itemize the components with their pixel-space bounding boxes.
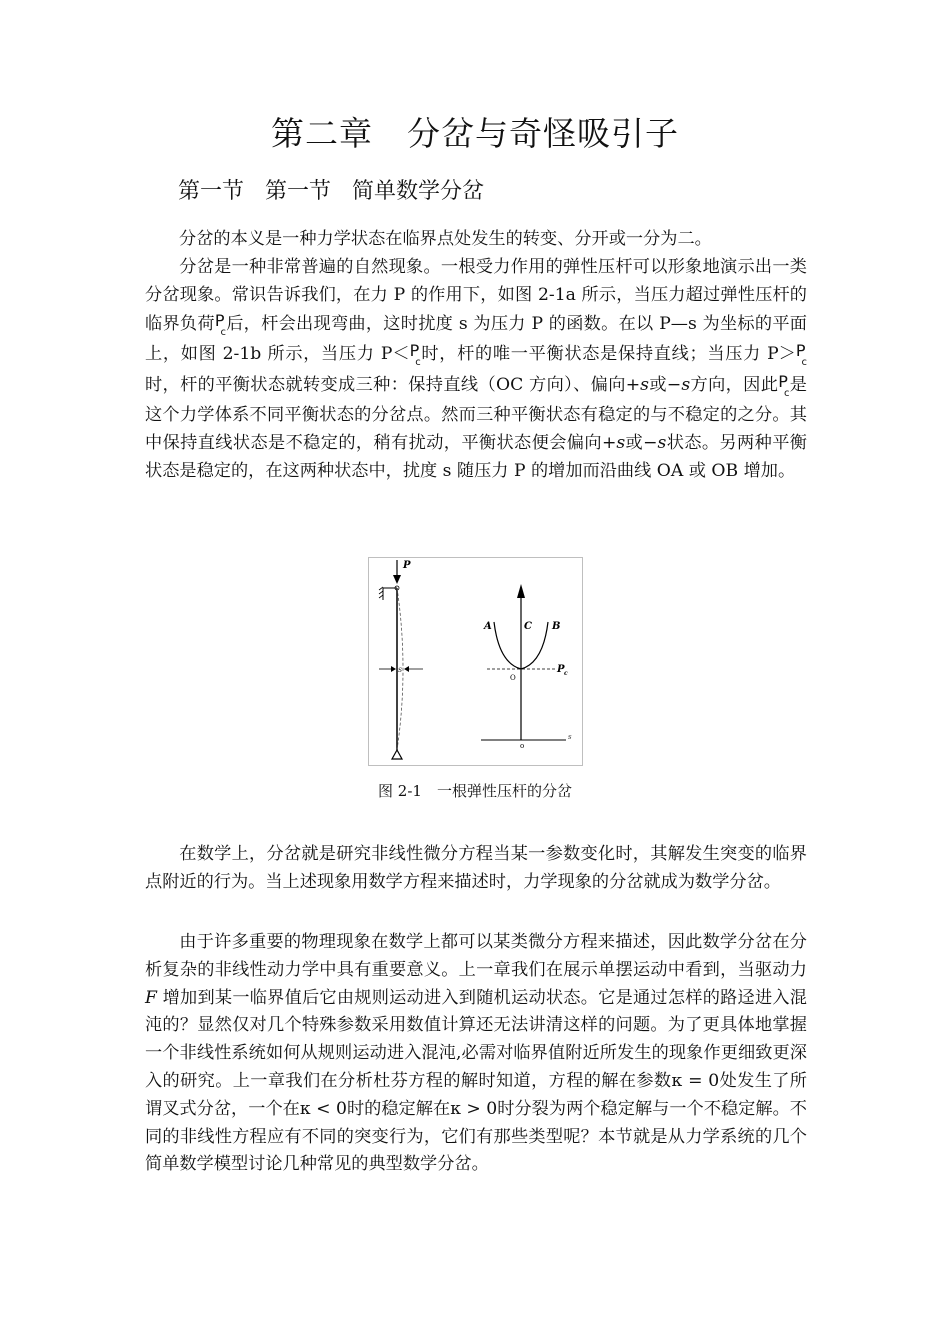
- branch-c-label: C: [524, 621, 532, 632]
- p2-text-a: 分岔是一种非常普遍的自然现象。一根受力作用的弹性压杆可以形象地演示出一类分岔现象。常识告诉我们，在力 P 的作用下，如图 2-1a 所示，当压力超过弹性压杆的临界负荷: [145, 257, 807, 334]
- p2-text-i: 状态。另两种平衡状态是稳定的，在这两种状态中，扰度 s 随压力 P 的增加而沿曲线 OA 或 OB 增加。: [145, 432, 807, 481]
- critical-load-subscript: c: [564, 670, 568, 677]
- p4-text-e: 时分裂为两个稳定解与一个不稳定解。不同的非线性方程应有不同的突变行为，它们有那些类型呢？本节就是从力学系统的几个简单数学模型讨论几种常见的典型数学分岔。: [145, 1098, 807, 1175]
- kappa-eq-zero: κ = 0: [671, 1070, 720, 1091]
- chapter-title: 第二章 分岔与奇怪吸引子: [271, 114, 679, 153]
- pc-subscript: c: [783, 388, 790, 400]
- p4-text-a: 由于许多重要的物理现象在数学上都可以某类微分方程来描述，因此数学分岔在分析复杂的非线性动力学中具有重要意义。上一章我们在展示单摆运动中看到，当驱动力: [145, 932, 807, 980]
- force-arrow-head: [393, 575, 401, 584]
- branch-a-label: A: [484, 621, 492, 632]
- bifurcation-point-label: O: [510, 674, 516, 682]
- minus-s-symbol: −s: [666, 375, 691, 396]
- branch-b-label: B: [552, 621, 561, 632]
- pc-symbol: P: [778, 372, 788, 392]
- kappa-gt-zero: κ > 0: [450, 1098, 498, 1119]
- paragraph-4: [145, 929, 807, 1179]
- paragraph-3: [145, 841, 807, 897]
- plus-s-symbol: +s: [601, 432, 626, 453]
- p4-text-b: 增加到某一临界值后它由规则运动进入到随机运动状态。它是通过怎样的路迳进入混沌的？显然仅对几个特殊参数采用数值计算还无法讲清这样的问题。为了更具体地掌握一个非线性系统如何从规则运动进入混沌,必需对临界值附近所发生的现象作更细致更深入的研究。上一章我们在分析杜芬方程的解时知道，方程的解在参数: [145, 987, 807, 1091]
- force-label: P: [403, 560, 411, 571]
- pc-symbol: P: [409, 341, 420, 361]
- p2-text-g: 是这个力学体系不同平衡状态的分岔点。然而三种平衡状态有稳定的与不稳定的之分。其中保持直线状态是不稳定的，稍有扰动，平衡状态便会偏向: [145, 375, 807, 453]
- pin-support: [392, 750, 402, 759]
- force-f-symbol: F: [145, 987, 157, 1008]
- paragraph-2: [145, 254, 807, 485]
- paragraph-1: [145, 226, 807, 254]
- origin-label: o: [520, 742, 525, 750]
- pc-subscript: c: [801, 357, 808, 369]
- p4-text-d: 时的稳定解在: [346, 1098, 451, 1119]
- paragraph-3-text: 在数学上，分岔就是研究非线性微分方程当某一参数变化时，其解发生突变的临界点附近的行为。当上述现象用数学方程来描述时，力学现象的分岔就成为数学分岔。: [145, 844, 807, 892]
- p2-text-h: 或: [625, 432, 644, 453]
- critical-load-label: P: [557, 664, 565, 675]
- section-title: 第一节 第一节 简单数学分岔: [178, 179, 484, 204]
- bifurcation-diagram: [481, 584, 572, 750]
- minus-s-symbol: −s: [643, 432, 667, 453]
- figure-2-1: [368, 557, 583, 766]
- p2-text-e: 或: [649, 375, 667, 396]
- pc-symbol: P: [214, 310, 225, 330]
- elastic-rod-diagram: [379, 560, 423, 759]
- figure-caption: 图 2-1 一根弹性压杆的分岔: [378, 782, 572, 800]
- p-axis-arrow: [517, 584, 525, 598]
- p2-text-c: 时，杆的唯一平衡状态是保持直线；当压力 P＞: [420, 344, 796, 365]
- figure-2-1-drawing: [369, 558, 582, 765]
- pc-subscript: c: [220, 326, 226, 338]
- p2-text-b: 后，杆会出现弯曲，这时扰度 s 为压力 P 的函数。在以 P—s 为坐标的平面上，如图 2-1b 所示，当压力 P＜: [145, 313, 807, 365]
- p2-text-f: 方向，因此: [690, 375, 779, 396]
- kappa-lt-zero: κ < 0: [299, 1098, 347, 1119]
- paragraph-1-text: 分岔的本义是一种力学状态在临界点处发生的转变、分开或一分为二。: [179, 229, 712, 249]
- pc-subscript: c: [415, 357, 421, 369]
- plus-s-symbol: +s: [625, 375, 649, 396]
- pc-symbol: P: [795, 341, 806, 361]
- s-axis-label: s: [568, 733, 572, 741]
- p2-text-d: 时，杆的平衡状态就转变成三种：保持直线（OC 方向）、偏向: [145, 375, 626, 396]
- p4-text-c: 处发生了所谓叉式分岔，一个在: [145, 1070, 807, 1119]
- deflection-label: s: [398, 665, 403, 674]
